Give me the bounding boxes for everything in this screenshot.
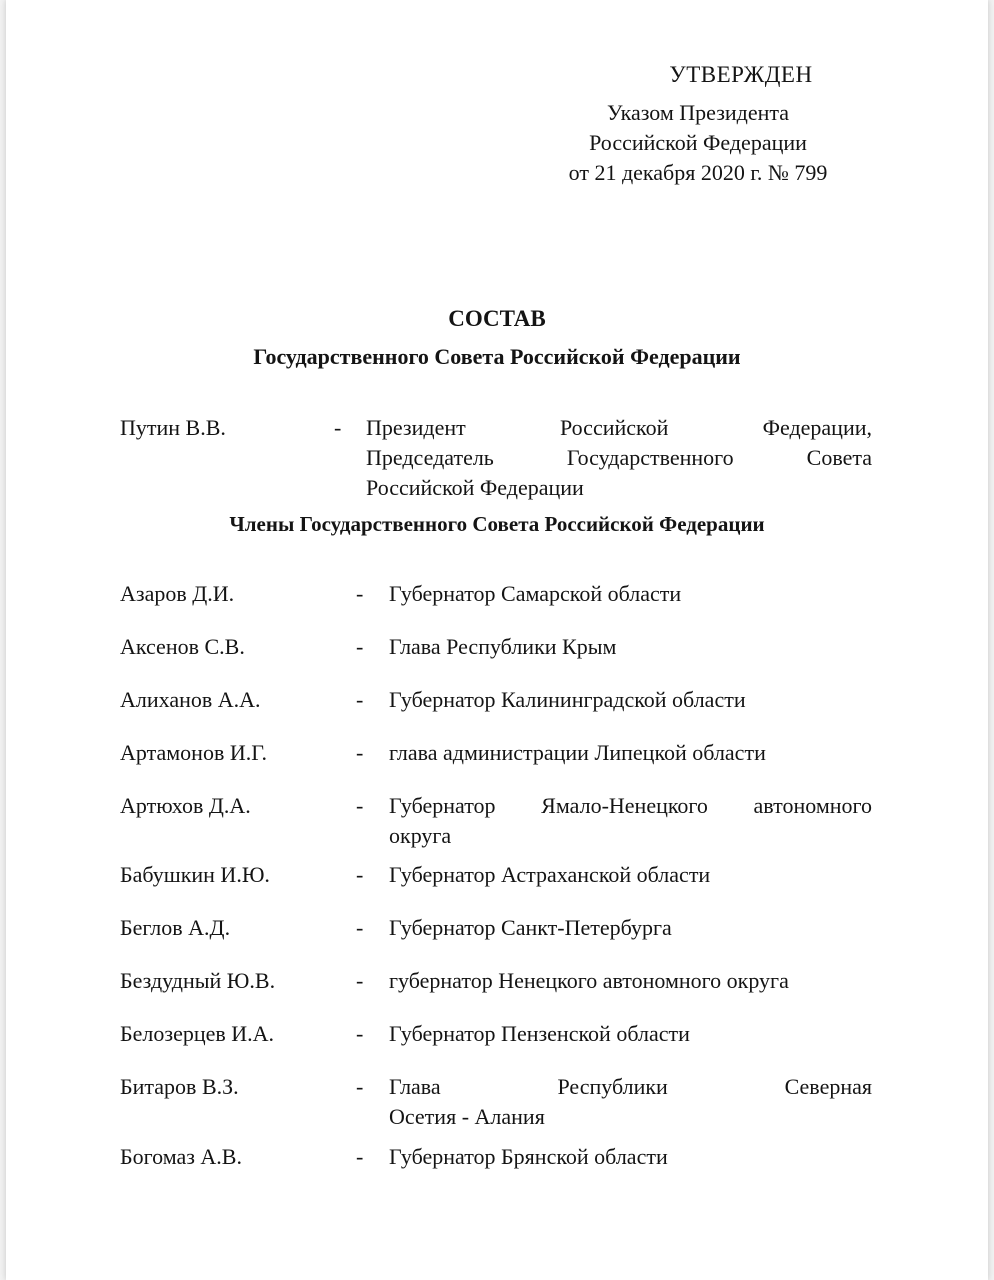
member-dash: -: [356, 968, 364, 993]
position-line: Губернатор Ямало-Ненецкого автономного: [389, 793, 872, 818]
member-name: Бабушкин И.Ю.: [120, 862, 270, 887]
member-position: [389, 791, 872, 851]
member-position: [389, 913, 872, 943]
position-line: губернатор Ненецкого автономного округа: [389, 968, 789, 993]
member-dash: -: [356, 1021, 364, 1046]
position-line: Губернатор Астраханской области: [389, 862, 711, 887]
title-heading: СОСТАВ: [448, 306, 546, 331]
member-name: Путин В.В.: [120, 415, 226, 440]
member-name: Богомаз А.В.: [120, 1144, 242, 1169]
member-name: Артамонов И.Г.: [120, 740, 267, 765]
position-line: Глава Республики Крым: [389, 634, 617, 659]
member-dash: -: [356, 862, 364, 887]
approval-line: от 21 декабря 2020 г. № 799: [568, 160, 828, 185]
position-line: глава администрации Липецкой области: [389, 740, 766, 765]
member-dash: -: [356, 1074, 364, 1099]
member-dash: -: [356, 1144, 364, 1169]
position-line: Губернатор Калининградской области: [389, 687, 746, 712]
member-position: [389, 738, 872, 768]
member-name: Беглов А.Д.: [120, 915, 231, 940]
position-line: Губернатор Санкт-Петербурга: [389, 915, 672, 940]
member-name: Белозерцев И.А.: [120, 1021, 275, 1046]
document-title: [6, 300, 988, 376]
member-dash: -: [356, 740, 364, 765]
member-dash: -: [356, 915, 364, 940]
position-line: Президент Российской Федерации,: [366, 415, 872, 440]
member-name: Азаров Д.И.: [120, 581, 235, 606]
position-line: Губернатор Пензенской области: [389, 1021, 690, 1046]
member-dash: -: [356, 581, 364, 606]
position-line: округа: [389, 823, 452, 848]
members-heading: Члены Государственного Совета Российской Федерации: [229, 512, 765, 536]
position-line: Глава Республики Северная: [389, 1074, 872, 1099]
member-position: [389, 632, 872, 662]
position-line: Губернатор Брянской области: [389, 1144, 668, 1169]
member-position: [389, 1072, 872, 1132]
member-dash: -: [356, 793, 364, 818]
member-position: [366, 413, 872, 503]
member-position: [389, 966, 872, 996]
approval-block: [518, 60, 878, 188]
document-page: [6, 0, 988, 1280]
member-position: [389, 685, 872, 715]
position-line: Председатель Государственного Совета: [366, 445, 872, 470]
position-line: Осетия - Алания: [389, 1104, 545, 1129]
member-position: [389, 1142, 872, 1172]
approval-line: Указом Президента: [606, 100, 790, 125]
member-name: Артюхов Д.А.: [120, 793, 251, 818]
title-subheading: Государственного Совета Российской Федерации: [253, 344, 741, 369]
member-name: Алиханов А.А.: [120, 687, 261, 712]
member-dash: -: [356, 634, 364, 659]
member-dash: -: [356, 687, 364, 712]
member-name: Аксенов С.В.: [120, 634, 245, 659]
member-position: [389, 1019, 872, 1049]
member-name: Бездудный Ю.В.: [120, 968, 276, 993]
member-position: [389, 860, 872, 890]
position-line: Губернатор Самарской области: [389, 581, 682, 606]
approval-stamp: УТВЕРЖДЕН: [669, 62, 813, 87]
member-dash: -: [334, 415, 342, 440]
position-line: Российской Федерации: [366, 475, 584, 500]
approval-line: Российской Федерации: [589, 130, 807, 155]
member-name: Битаров В.З.: [120, 1074, 239, 1099]
member-position: [389, 579, 872, 609]
